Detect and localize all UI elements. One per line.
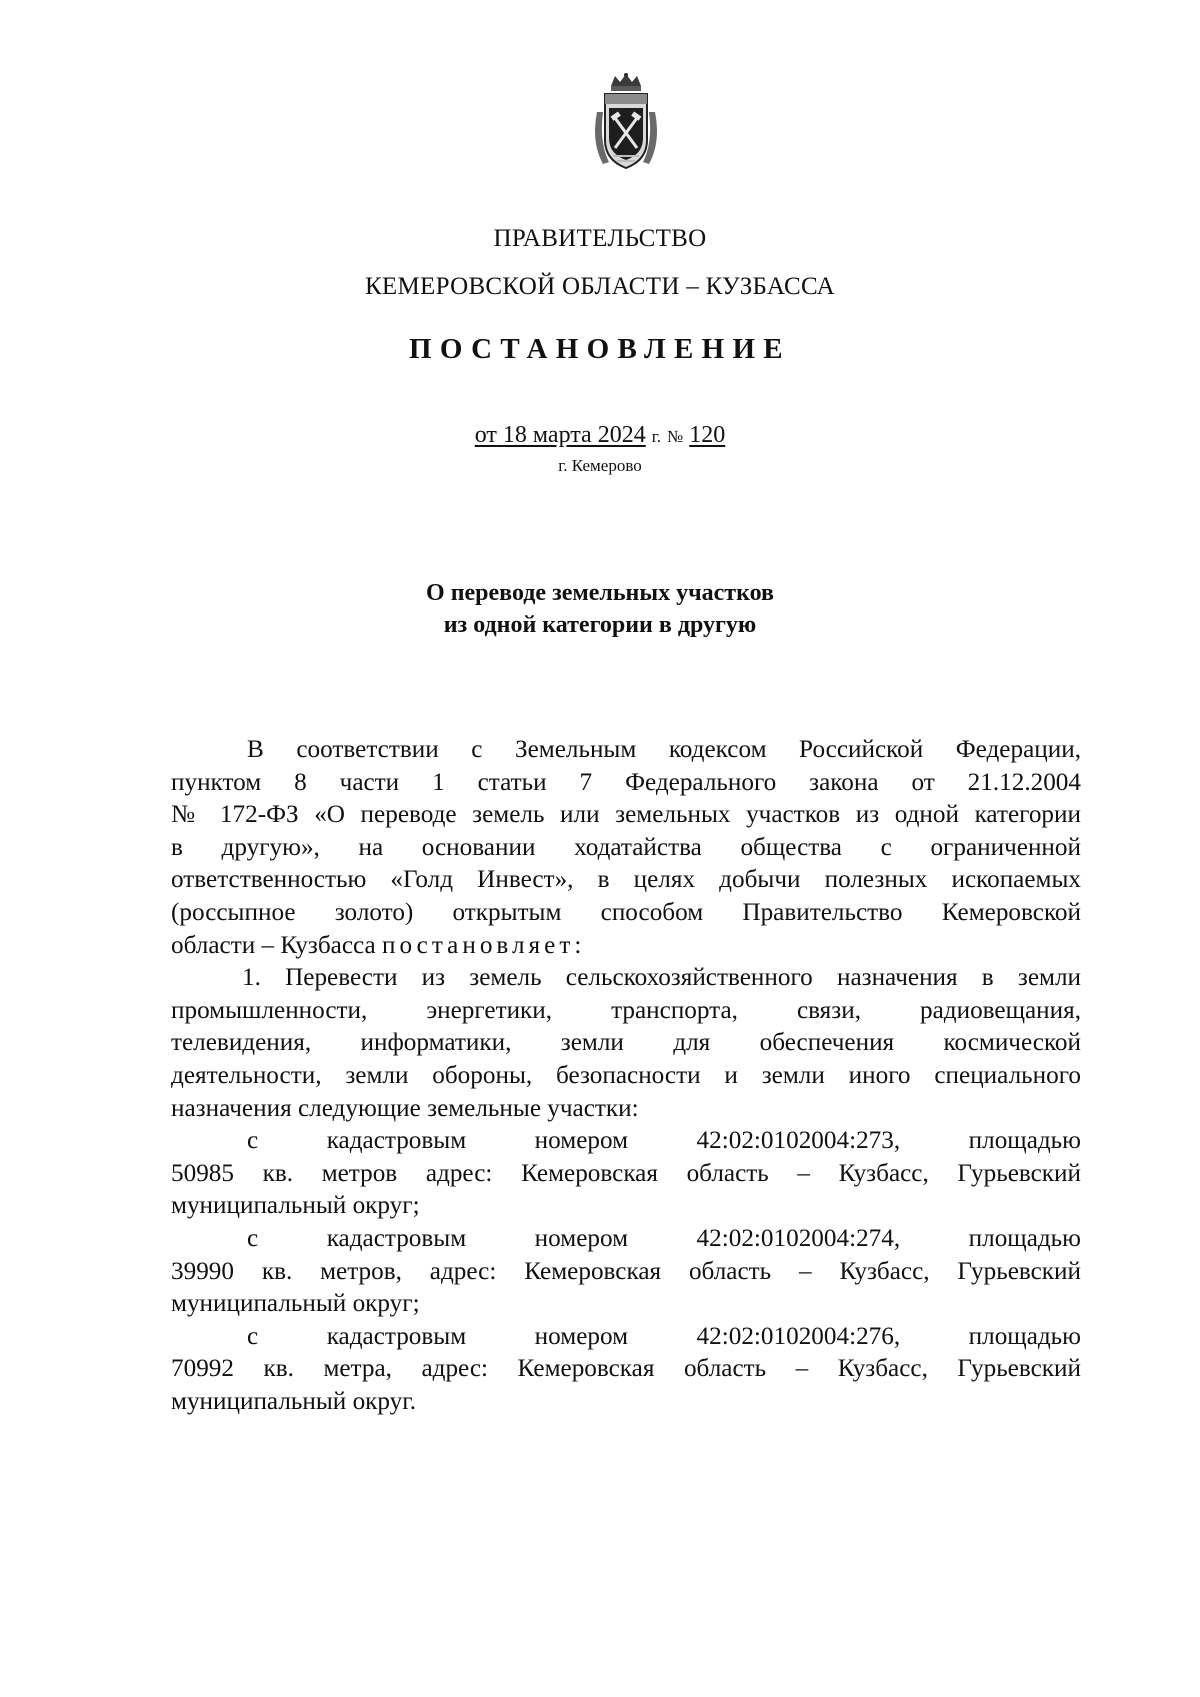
plot-line: с кадастровым номером 42:02:0102004:273, площадью — [247, 1127, 1081, 1155]
document-number: 120 — [689, 422, 726, 448]
body-line: пунктом 8 части 1 статьи 7 Федерального закона от 21.12.2004 — [171, 768, 1081, 796]
body-line: № 172-ФЗ «О переводе земель или земельных участков из одной категории — [171, 801, 1081, 829]
document-subject — [0, 577, 1200, 641]
item-line: 1. Перевести из земель сельскохозяйственного назначения в земли — [242, 964, 1081, 992]
number-sign: № — [667, 427, 684, 446]
body-line: в другую», на основании ходатайства общества с ограниченной — [171, 833, 1081, 861]
government-name-line2: КЕМЕРОВСКОЙ ОБЛАСТИ – КУЗБАССА — [364, 273, 836, 300]
city-line: г. Кемерово — [558, 456, 642, 475]
subject-line2: из одной категории в другую — [443, 612, 757, 638]
plot-line: 50985 кв. метров адрес: Кемеровская область – Кузбасс, Гурьевский — [171, 1159, 1081, 1187]
coat-of-arms-emblem — [589, 72, 663, 174]
plot-line: муниципальный округ; — [171, 1192, 420, 1220]
item-line: телевидения, информатики, земли для обеспечения космической — [171, 1029, 1081, 1057]
item-line: деятельности, земли обороны, безопасности и земли иного специального — [171, 1061, 1081, 1089]
plot-line: с кадастровым номером 42:02:0102004:276, площадью — [247, 1322, 1081, 1350]
year-suffix: г. — [651, 427, 662, 446]
body-line: (россыпное золото) открытым способом Правительство Кемеровской — [171, 898, 1081, 926]
plot-line: муниципальный округ. — [171, 1387, 417, 1415]
body-line: ответственностью «Голд Инвест», в целях добычи полезных ископаемых — [171, 866, 1081, 894]
item-line: промышленности, энергетики, транспорта, связи, радиовещания, — [171, 996, 1081, 1024]
body-line: области – Кузбасса постановляет: — [171, 931, 586, 959]
subject-line1: О переводе земельных участков — [426, 580, 774, 606]
date-text: от 18 марта 2024 — [474, 422, 646, 448]
government-name-line1: ПРАВИТЕЛЬСТВО — [493, 225, 707, 252]
item-line: назначения следующие земельные участки: — [171, 1094, 639, 1122]
resolves-word: постановляет: — [381, 931, 586, 959]
plot-line: муниципальный округ; — [171, 1290, 420, 1318]
date-number-line — [0, 422, 1200, 449]
plot-line: 70992 кв. метра, адрес: Кемеровская область – Кузбасс, Гурьевский — [171, 1355, 1081, 1383]
body-line: В соответствии с Земельным кодексом Российской Федерации, — [247, 736, 1081, 763]
plot-line: 39990 кв. метров, адрес: Кемеровская область – Кузбасс, Гурьевский — [171, 1257, 1081, 1285]
plot-line: с кадастровым номером 42:02:0102004:274, площадью — [247, 1224, 1081, 1252]
document-body — [171, 734, 1081, 1418]
document-type-title: ПОСТАНОВЛЕНИЕ — [409, 333, 791, 365]
